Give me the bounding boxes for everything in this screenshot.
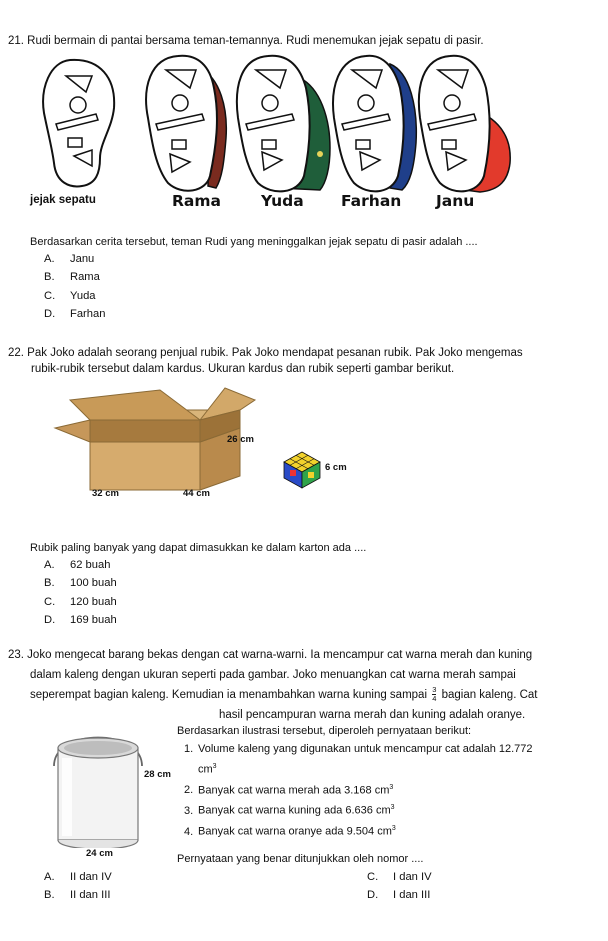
can-height-label: 28 cm (144, 769, 171, 780)
statement-1: 1. Volume kaleng yang digunakan untuk mencampur cat adalah 12.772 $cm^3$ (184, 743, 533, 776)
statement-3: 3. Banyak cat warna kuning ada 6.636 $cm^3$ (184, 804, 395, 817)
q22-text-line2: rubik-rubik tersebut dalam kardus. Ukuran kardus dan rubik seperti gambar berikut. (31, 363, 455, 375)
q22-option-c[interactable]: C. 120 buah (44, 595, 117, 608)
rubik-cube-image (282, 450, 324, 490)
q23-line2: dalam kaleng dengan ukuran seperti pada gambar. Joko menuangkan cat warna merah sampai (30, 669, 516, 681)
box-height-label: 26 cm (227, 434, 254, 445)
yuda-shoe-image (237, 56, 330, 192)
q23-line4: hasil pencampuran warna merah dan kuning adalah oranye. (219, 709, 526, 721)
box-depth-label: 32 cm (92, 488, 119, 499)
statement-4: 4. Banyak cat warna oranye ada 9.504 $cm^3$ (184, 824, 396, 838)
q23-statements (184, 740, 604, 841)
q21-question: Berdasarkan cerita tersebut, teman Rudi yang meninggalkan jejak sepatu di pasir adalah .... (30, 236, 478, 248)
q21-option-b[interactable]: B. Rama (44, 271, 100, 284)
label-farhan: Farhan (341, 192, 402, 210)
label-jejak-sepatu: jejak sepatu (30, 194, 96, 206)
label-janu: Janu (436, 192, 475, 210)
box-width-label: 44 cm (183, 488, 210, 499)
q23-line5: Berdasarkan ilustrasi tersebut, diperoleh pernyataan berikut: (177, 725, 472, 737)
q23-line1: 23. Joko mengecat barang bekas dengan cat warna-warni. Ia mencampur cat warna merah dan kuning (8, 649, 533, 661)
q21-options (44, 250, 105, 323)
paint-can-image (48, 728, 148, 848)
q22-question: Rubik paling banyak yang dapat dimasukkan ke dalam karton ada .... (30, 542, 367, 554)
fraction-three-quarters: $\frac{3}{4}$ (432, 685, 437, 704)
q23-line3: seperempat bagian kaleng. Kemudian ia menambahkan warna kuning sampai $\frac{3}{4}$ bagian kaleng. Cat (30, 685, 538, 704)
footprint-image (43, 60, 114, 187)
q23-option-a[interactable]: A. II dan IV (44, 871, 112, 883)
shoe-prints-figure (30, 48, 590, 198)
q22-option-d[interactable]: D. 169 buah (44, 613, 117, 626)
janu-shoe-image (419, 56, 510, 192)
q22-option-a[interactable]: A. 62 buah (44, 559, 111, 571)
q23-option-d[interactable]: D. I dan III (367, 889, 431, 901)
q21-text: 21. Rudi bermain di pantai bersama teman-temannya. Rudi menemukan jejak sepatu di pasir. (8, 35, 484, 47)
q21-option-c[interactable]: C. Yuda (44, 289, 96, 302)
rama-shoe-image (146, 56, 226, 191)
q22-text-line1: 22. Pak Joko adalah seorang penjual rubik. Pak Joko mendapat pesanan rubik. Pak Joko mengemas (8, 347, 523, 359)
statement-2: 2. Banyak cat warna merah ada 3.168 $cm^3$ (184, 783, 394, 797)
q22-option-b[interactable]: B. 100 buah (44, 577, 117, 590)
q23-option-b[interactable]: B. II dan III (44, 889, 111, 901)
can-width-label: 24 cm (86, 848, 113, 859)
cube-size-label: 6 cm (325, 462, 347, 473)
q21-option-d[interactable]: D. Farhan (44, 307, 106, 320)
q23-option-c[interactable]: C. I dan IV (367, 871, 432, 883)
q21-option-a[interactable]: A. Janu (44, 253, 95, 265)
q22-options (44, 556, 117, 629)
q23-question: Pernyataan yang benar ditunjukkan oleh nomor .... (177, 853, 424, 865)
label-rama: Rama (172, 192, 222, 210)
farhan-shoe-image (333, 56, 416, 192)
label-yuda: Yuda (261, 192, 304, 210)
